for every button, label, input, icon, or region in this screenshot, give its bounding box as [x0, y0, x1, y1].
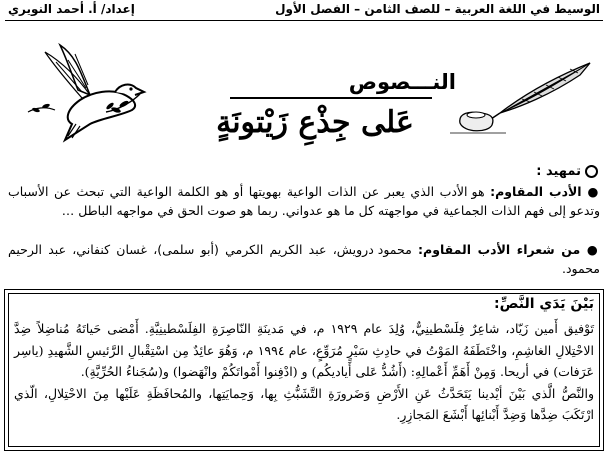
header-author: إعداد/ أ. أحمد النويري	[8, 2, 135, 16]
intro-paragraph-2	[8, 240, 600, 278]
intro-heading	[536, 164, 598, 179]
circle-bullet-icon	[585, 165, 598, 178]
box-paragraph-summary: والنَّصُّ الَّذي بَيْنَ أيْدينا يَتَحَدَّثُ عَنِ الأَرْضِ وَضَرورَةِ التَّشَبُّثِ بِها، وَحِمايَتِها، والمُحافَظَةِ عَلَيْها مِنَ الاحْتِلالِ، الّذي ارْتَكَبَ ضِدَّها وَضِدَّ أَبْنائِها أَبْشَعَ المَجازِرِ.	[14, 385, 594, 422]
bullet-icon: ●	[581, 184, 600, 199]
intro-paragraph-1	[8, 182, 600, 220]
header-divider	[5, 20, 603, 21]
poets-text: محمود درويش، عبد الكريم الكرمي (أبو سلمى)، غسان كنفاني، عبد الرحيم محمود.	[8, 242, 600, 276]
bullet-icon: ●	[580, 242, 601, 257]
box-paragraph-biography: تَوْفيق أَمين زَيّاد، شاعِرٌ فِلَسْطينِيٌّ، وُلِدَ عام ١٩٢٩ م، في مَدينَةِ النّاصِرَةِ الفِلَسْطينِيَّةِ. أَمْضى حَياتَهُ مُناضِلاً ضِدَّ الاحْتِلالِ الغاشِمِ، واخْتَطَفَهُ المَوْتُ في حادِثِ سَيْرٍ مُرَوِّعٍ، عام ١٩٩٤ م، وَهُوَ عائِدٌ مِن اسْتِقْبالِ الرَّئيسِ الشَّهيدِ (ياسِر عَرَفات) في أريحا. وَمِنْ أَهَمِّ أَعْمالِهِ: (أَشُدُّ عَلى أَياديكُم) و (ادْفِنوا أَمْواتَكُمْ وانْهَضوا) و(سُجَناءُ الحُرِّيَّةِ).	[14, 321, 595, 379]
resistance-literature-text: هو الأدب الذي يعبر عن الذات الواعية بهويتها أو هو الكلمة الواعية التي تبحث عن الأسباب وتدعو إلى فهم الذات الجماعية في مواجهته كل ما هو عدواني. ربما هو صوت الحق في مواجهه الباطل …	[8, 184, 600, 218]
intro-label: تمهيد :	[536, 164, 581, 179]
box-body	[14, 318, 594, 426]
quill-inkwell-icon	[440, 55, 600, 145]
box-title: بَيْنَ يَدَي النَّصِّ:	[494, 296, 594, 312]
poets-label: من شعراء الأدب المقاوم:	[418, 242, 581, 257]
section-title-underline	[230, 97, 432, 99]
lesson-title: عَلى جِذْعِ زَيْتونَةٍ	[216, 105, 414, 140]
resistance-literature-label: الأدب المقاوم:	[490, 184, 582, 199]
header-book-title: الوسيط في اللغة العربية – للصف الثامن – الفصل الأول	[275, 2, 600, 16]
section-title: النـــصوص	[348, 70, 456, 94]
dove-with-olive-branch-icon	[20, 40, 155, 145]
